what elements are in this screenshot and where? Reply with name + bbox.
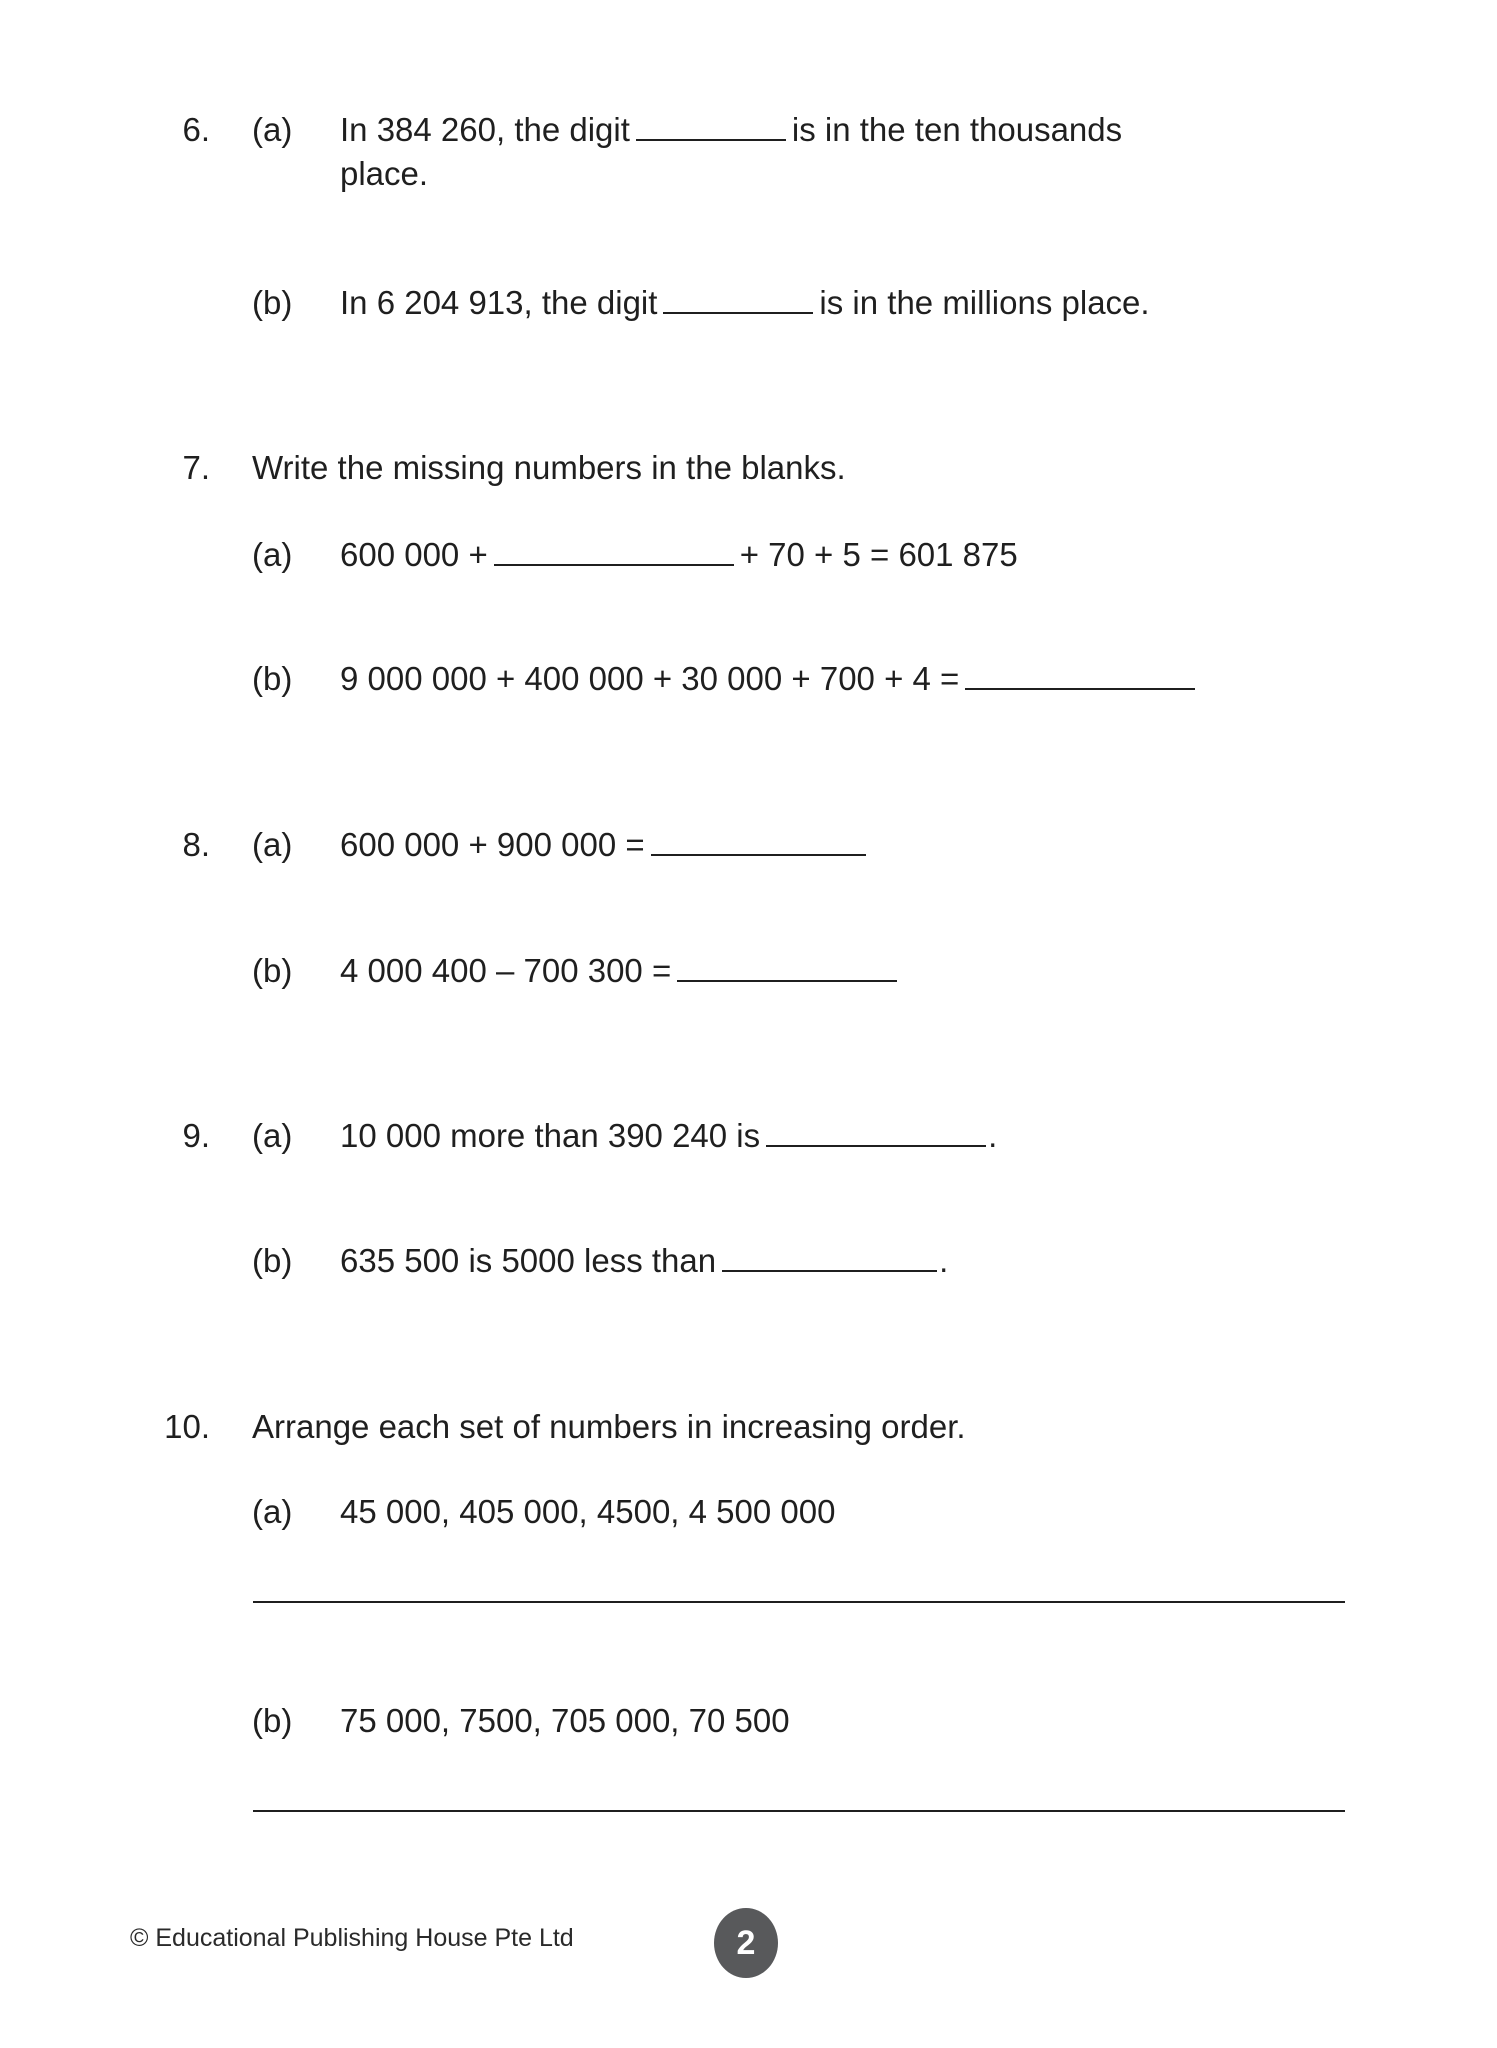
q9b-text <box>340 1239 1430 1283</box>
q10a-label: (a) <box>252 1493 293 1530</box>
question-7-number: 7. <box>182 449 210 486</box>
q10b-answer-line[interactable] <box>253 1810 1345 1812</box>
q9b-text-pre: 635 500 is 5000 less than <box>340 1242 717 1279</box>
q9b-text-post: . <box>939 1242 949 1279</box>
q7a-blank[interactable] <box>494 534 734 566</box>
question-6-number: 6. <box>182 111 210 148</box>
q6a-text <box>340 108 1430 196</box>
q8b-label: (b) <box>252 952 293 989</box>
q7b-blank[interactable] <box>965 658 1195 690</box>
page-number: 2 <box>736 1923 756 1962</box>
q9a-text-pre: 10 000 more than 390 240 is <box>340 1117 761 1154</box>
q6b-blank[interactable] <box>663 282 813 314</box>
q6b-text-post: is in the millions place. <box>819 284 1150 321</box>
copyright-notice: © Educational Publishing House Pte Ltd <box>130 1924 574 1952</box>
q10-heading-text: Arrange each set of numbers in increasing order. <box>252 1408 966 1445</box>
q8b-text-pre: 4 000 400 – 700 300 = <box>340 952 672 989</box>
q7a-text <box>340 533 1430 577</box>
q8b-text <box>340 949 1430 993</box>
question-10-number: 10. <box>164 1408 210 1445</box>
q6a-text-post2: place. <box>340 155 429 192</box>
q10b-label: (b) <box>252 1702 293 1739</box>
q10a-numbers: 45 000, 405 000, 4500, 4 500 000 <box>340 1493 836 1530</box>
q6a-text-post1: is in the ten thousands <box>791 111 1123 148</box>
question-8-number: 8. <box>182 826 210 863</box>
q8a-blank[interactable] <box>651 824 866 856</box>
q7a-label: (a) <box>252 536 293 573</box>
q7a-text-post: + 70 + 5 = 601 875 <box>739 536 1018 573</box>
q6a-text-pre: In 384 260, the digit <box>340 111 630 148</box>
q6a-label: (a) <box>252 111 293 148</box>
q10a-answer-line[interactable] <box>253 1601 1345 1603</box>
q9a-text <box>340 1114 1430 1158</box>
q9b-label: (b) <box>252 1242 293 1279</box>
q6b-label: (b) <box>252 284 293 321</box>
q9b-blank[interactable] <box>722 1240 937 1272</box>
q6a-blank[interactable] <box>636 109 786 141</box>
q9a-text-post: . <box>988 1117 998 1154</box>
q6b-text <box>340 281 1430 325</box>
q10b-numbers: 75 000, 7500, 705 000, 70 500 <box>340 1702 790 1739</box>
q8a-label: (a) <box>252 826 293 863</box>
q7a-text-pre: 600 000 + <box>340 536 488 573</box>
q7b-text <box>340 657 1430 701</box>
question-9-number: 9. <box>182 1117 210 1154</box>
q8b-blank[interactable] <box>677 950 897 982</box>
q9a-blank[interactable] <box>766 1115 986 1147</box>
q6b-text-pre: In 6 204 913, the digit <box>340 284 658 321</box>
page-number-badge <box>714 1908 778 1978</box>
q7b-text-pre: 9 000 000 + 400 000 + 30 000 + 700 + 4 = <box>340 660 960 697</box>
q7b-label: (b) <box>252 660 293 697</box>
q8a-text-pre: 600 000 + 900 000 = <box>340 826 645 863</box>
q7-heading-text: Write the missing numbers in the blanks. <box>252 449 846 486</box>
q8a-text <box>340 823 1430 867</box>
q9a-label: (a) <box>252 1117 293 1154</box>
